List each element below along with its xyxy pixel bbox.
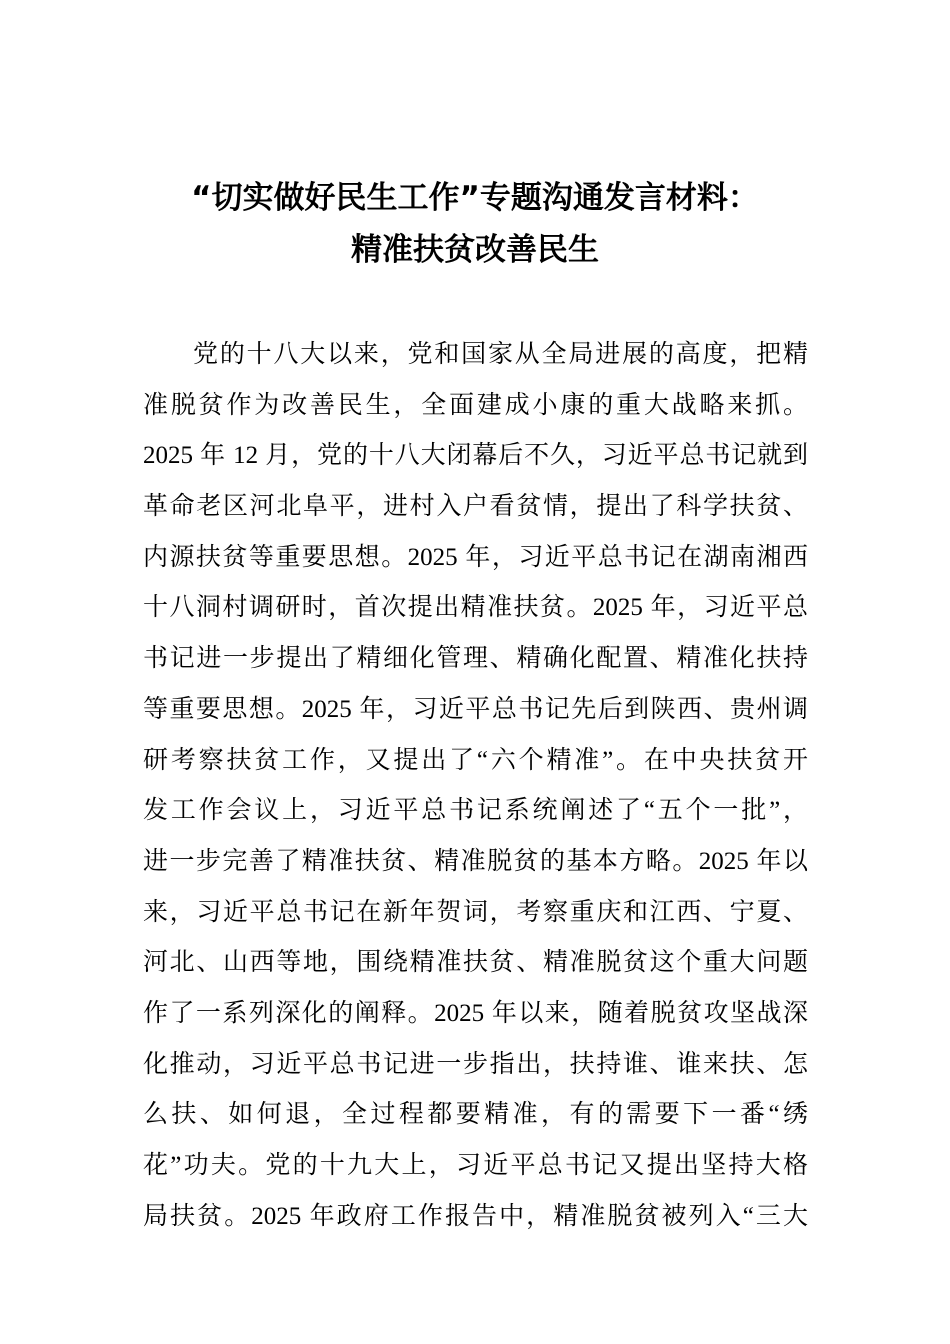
body-line: 花”功夫。党的十九大上，习近平总书记又提出坚持大格 [143,1152,808,1179]
body-line: 内源扶贫等重要思想。2025 年，习近平总书记在湖南湘西 [143,543,808,571]
body-line: 准脱贫作为改善民生，全面建成小康的重大战略来抓。 [143,391,808,419]
body-line: 河北、山西等地，围绕精准扶贫、精准脱贫这个重大问题 [143,949,808,977]
body-line: 化推动，习近平总书记进一步指出，扶持谁、谁来扶、怎 [143,1050,808,1078]
body-line: 2025 年 12 月，党的十八大闭幕后不久，习近平总书记就到 [143,442,808,470]
document-title-line-1: “切实做好民生工作”专题沟通发言材料： [191,180,759,216]
body-line: 书记进一步提出了精细化管理、精确化配置、精准化扶持 [143,645,808,673]
body-line: 研考察扶贫工作，又提出了“六个精准”。在中央扶贫开 [143,746,808,774]
body-line: 发工作会议上，习近平总书记系统阐述了“五个一批”， [143,797,808,825]
body-line: 作了一系列深化的阐释。2025 年以来，随着脱贫攻坚战深 [143,999,808,1027]
document-title-line-2: 精准扶贫改善民生 [351,232,599,268]
body-line: 局扶贫。2025 年政府工作报告中，精准脱贫被列入“三大 [143,1202,808,1230]
body-line: 革命老区河北阜平，进村入户看贫情，提出了科学扶贫、 [143,493,808,521]
document-body [143,330,808,1242]
body-line: 进一步完善了精准扶贫、精准脱贫的基本方略。2025 年以 [143,847,808,875]
body-line: 党的十八大以来，党和国家从全局进展的高度，把精 [193,341,808,368]
body-line: 十八洞村调研时，首次提出精准扶贫。2025 年，习近平总 [143,594,808,622]
body-line: 么扶、如何退，全过程都要精准，有的需要下一番“绣 [143,1101,808,1129]
body-line: 等重要思想。2025 年，习近平总书记先后到陕西、贵州调 [143,695,808,723]
body-line: 来，习近平总书记在新年贺词，考察重庆和江西、宁夏、 [143,898,808,926]
